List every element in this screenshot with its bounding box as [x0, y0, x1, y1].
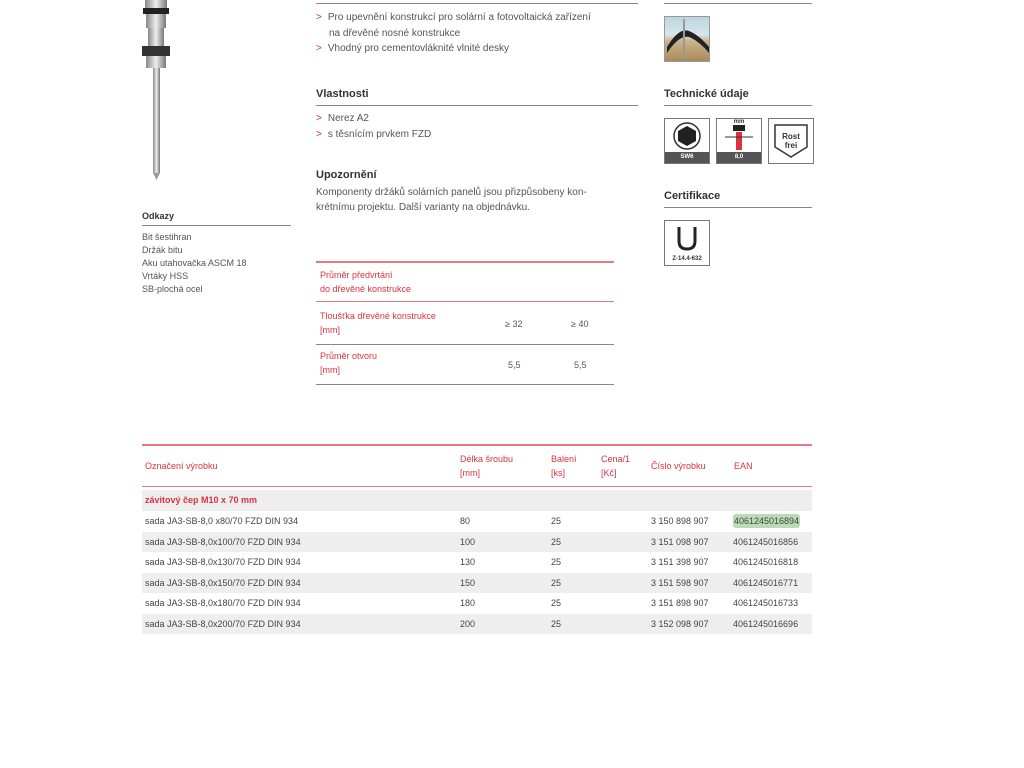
- link-item[interactable]: Bit šestihran: [142, 232, 192, 242]
- links-list: [142, 231, 247, 296]
- use-item: > Vhodný pro cementovláknité vlnité desky: [316, 43, 510, 54]
- cell-name: sada JA3-SB-8,0x100/70 FZD DIN 934: [145, 536, 301, 547]
- link-item[interactable]: Vrtáky HSS: [142, 271, 189, 281]
- cell-number: 3 150 898 907: [651, 516, 709, 526]
- cell-ean: 4061245016894: [734, 516, 800, 526]
- cell-name: sada JA3-SB-8,0 x80/70 FZD DIN 934: [145, 516, 299, 526]
- cell-name: sada JA3-SB-8,0x130/70 FZD DIN 934: [145, 557, 301, 567]
- cell-length: 150: [460, 577, 476, 588]
- links-heading: Odkazy: [142, 211, 175, 221]
- cell-ean: 4061245016771: [733, 577, 799, 588]
- col-length: Délka šroubu [mm]: [460, 454, 514, 478]
- svg-text:Rost: Rost: [782, 132, 800, 141]
- notice-heading: Upozornění: [316, 169, 377, 181]
- table-row: [142, 614, 812, 634]
- tech-heading: Technické údaje: [664, 88, 749, 100]
- col-ean: EAN: [734, 461, 753, 471]
- table-row: [142, 532, 812, 552]
- product-image: [142, 0, 172, 180]
- cell-length: 80: [460, 516, 471, 526]
- cell-name: sada JA3-SB-8,0x200/70 FZD DIN 934: [145, 618, 301, 629]
- link-item[interactable]: SB-plochá ocel: [142, 284, 203, 294]
- svg-text:frei: frei: [784, 141, 798, 150]
- cell-name: sada JA3-SB-8,0x150/70 FZD DIN 934: [145, 577, 301, 588]
- hex-drive-icon: SW6: [664, 118, 710, 164]
- table-row: [142, 511, 812, 531]
- group-row: závitový čep M10 x 70 mm: [142, 490, 812, 511]
- link-item[interactable]: Držák bitu: [142, 245, 183, 255]
- cell-number: 3 151 898 907: [651, 598, 709, 608]
- application-photo: [664, 16, 710, 62]
- link-item[interactable]: Aku utahovačka ASCM 18: [142, 258, 247, 268]
- cell-pack: 25: [551, 577, 562, 588]
- diameter-icon: mm 8,0: [716, 118, 762, 164]
- rostfrei-icon: [768, 118, 814, 164]
- col-price: Cena/1 [Kč]: [601, 454, 631, 478]
- cell-ean: 4061245016696: [733, 618, 799, 629]
- properties-heading: Vlastnosti: [316, 88, 369, 100]
- cell-number: 3 151 398 907: [651, 557, 709, 567]
- cell-number: 3 151 598 907: [651, 577, 709, 588]
- col-name: Označení výrobku: [145, 461, 218, 471]
- cell-ean: 4061245016856: [733, 536, 799, 547]
- use-item: > Pro upevnění konstrukcí pro solární a fotovoltaická zařízení: [316, 12, 591, 23]
- table-row: [142, 573, 812, 593]
- notice-text: Komponenty držáků solárních panelů jsou přizpůsobeny kon- krétnímu projektu. Další varianty na objednávku.: [316, 187, 587, 213]
- col-pack: Balení [ks]: [551, 454, 577, 478]
- cell-length: 180: [460, 598, 476, 608]
- property-item: > s těsnícím prvkem FZD: [316, 129, 432, 140]
- cert-heading: Certifikace: [664, 190, 721, 202]
- cell-pack: 25: [551, 598, 562, 608]
- cell-length: 130: [460, 557, 476, 567]
- cell-pack: 25: [551, 557, 562, 567]
- cell-name: sada JA3-SB-8,0x180/70 FZD DIN 934: [145, 598, 301, 608]
- table-row: [142, 593, 812, 613]
- cell-pack: 25: [551, 536, 562, 547]
- cell-ean: 4061245016818: [733, 557, 799, 567]
- property-item: > Nerez A2: [316, 113, 369, 124]
- cell-number: 3 152 098 907: [651, 618, 709, 629]
- cell-pack: 25: [551, 618, 562, 629]
- cell-length: 100: [460, 536, 476, 547]
- cell-length: 200: [460, 618, 476, 629]
- cell-pack: 25: [551, 516, 562, 526]
- cell-ean: 4061245016733: [733, 598, 799, 608]
- certification-u-icon: Z-14.4-632: [664, 220, 710, 266]
- use-item-cont: na dřevěné nosné konstrukce: [329, 28, 461, 39]
- col-number: Číslo výrobku: [651, 461, 706, 471]
- cell-number: 3 151 098 907: [651, 536, 709, 547]
- table-row: [142, 552, 812, 572]
